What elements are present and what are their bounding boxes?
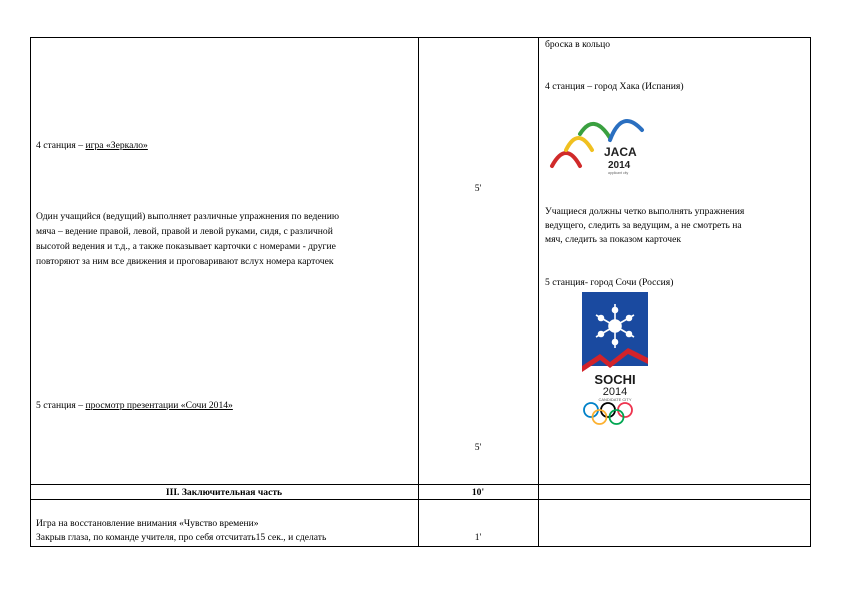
table-right-border [810,37,811,547]
station4-instructions-line-1: Учащиеся должны четко выполнять упражнения [545,206,745,217]
time-station5: 5' [474,442,482,453]
sochi-logo-sub: CANDIDATE CITY [598,397,632,402]
station4-desc-line-2: мяча – ведение правой, левой, правой и левой руками, сидя, с различной [36,226,333,237]
jaca-logo-sub: applicant city [608,171,629,175]
station4-instructions-line-3: мяч, следить за показом карточек [545,234,682,245]
time-station4: 5' [474,183,482,194]
table-bottom-border [30,546,811,547]
olympic-rings-icon [584,403,632,424]
table-top-border [30,37,811,38]
sochi-logo-year: 2014 [602,386,628,398]
jaca-2014-logo [548,110,648,182]
right-top-text: броска в кольцо [545,39,611,50]
sochi-2014-logo [570,290,660,430]
station4-desc-line-4: повторяют за ним все движения и проговаривают вслух номера карточек [36,256,334,267]
column-divider-2 [538,37,539,547]
table-left-border [30,37,31,547]
row-divider-final-part-top [30,484,811,485]
column-divider-1 [418,37,419,547]
time-game: 1' [474,532,482,543]
sochi-logo-text: SOCHI [594,372,636,387]
game-title: Игра на восстановление внимания «Чувство времени» [36,518,259,529]
game-desc: Закрыв глаза, по команде учителя, про себя отсчитать15 сек., и сделать [36,532,327,543]
station5-heading: 5 станция – просмотр презентации «Сочи 2014» [36,400,233,411]
station5-presentation-link[interactable]: просмотр презентации «Сочи 2014» [85,400,233,411]
time-final-part: 10' [471,487,485,498]
station4-heading: 4 станция – игра «Зеркало» [36,140,148,151]
jaca-logo-text: JACA [604,145,637,159]
station4-game-link[interactable]: игра «Зеркало» [85,140,148,151]
jaca-logo-year: 2014 [608,160,631,171]
station4-desc-line-3: высотой ведения и т.д., а также показывает карточки с номерами - другие [36,241,336,252]
station4-desc-line-1: Один учащийся (ведущий) выполняет различные упражнения по ведению [36,211,340,222]
final-part-title: III. Заключительная часть [165,487,283,498]
station4-city: 4 станция – город Хака (Испания) [545,81,684,92]
station4-instructions-line-2: ведущего, следить за ведущим, а не смотреть на [545,220,742,231]
station5-city: 5 станция- город Сочи (Россия) [545,277,674,288]
